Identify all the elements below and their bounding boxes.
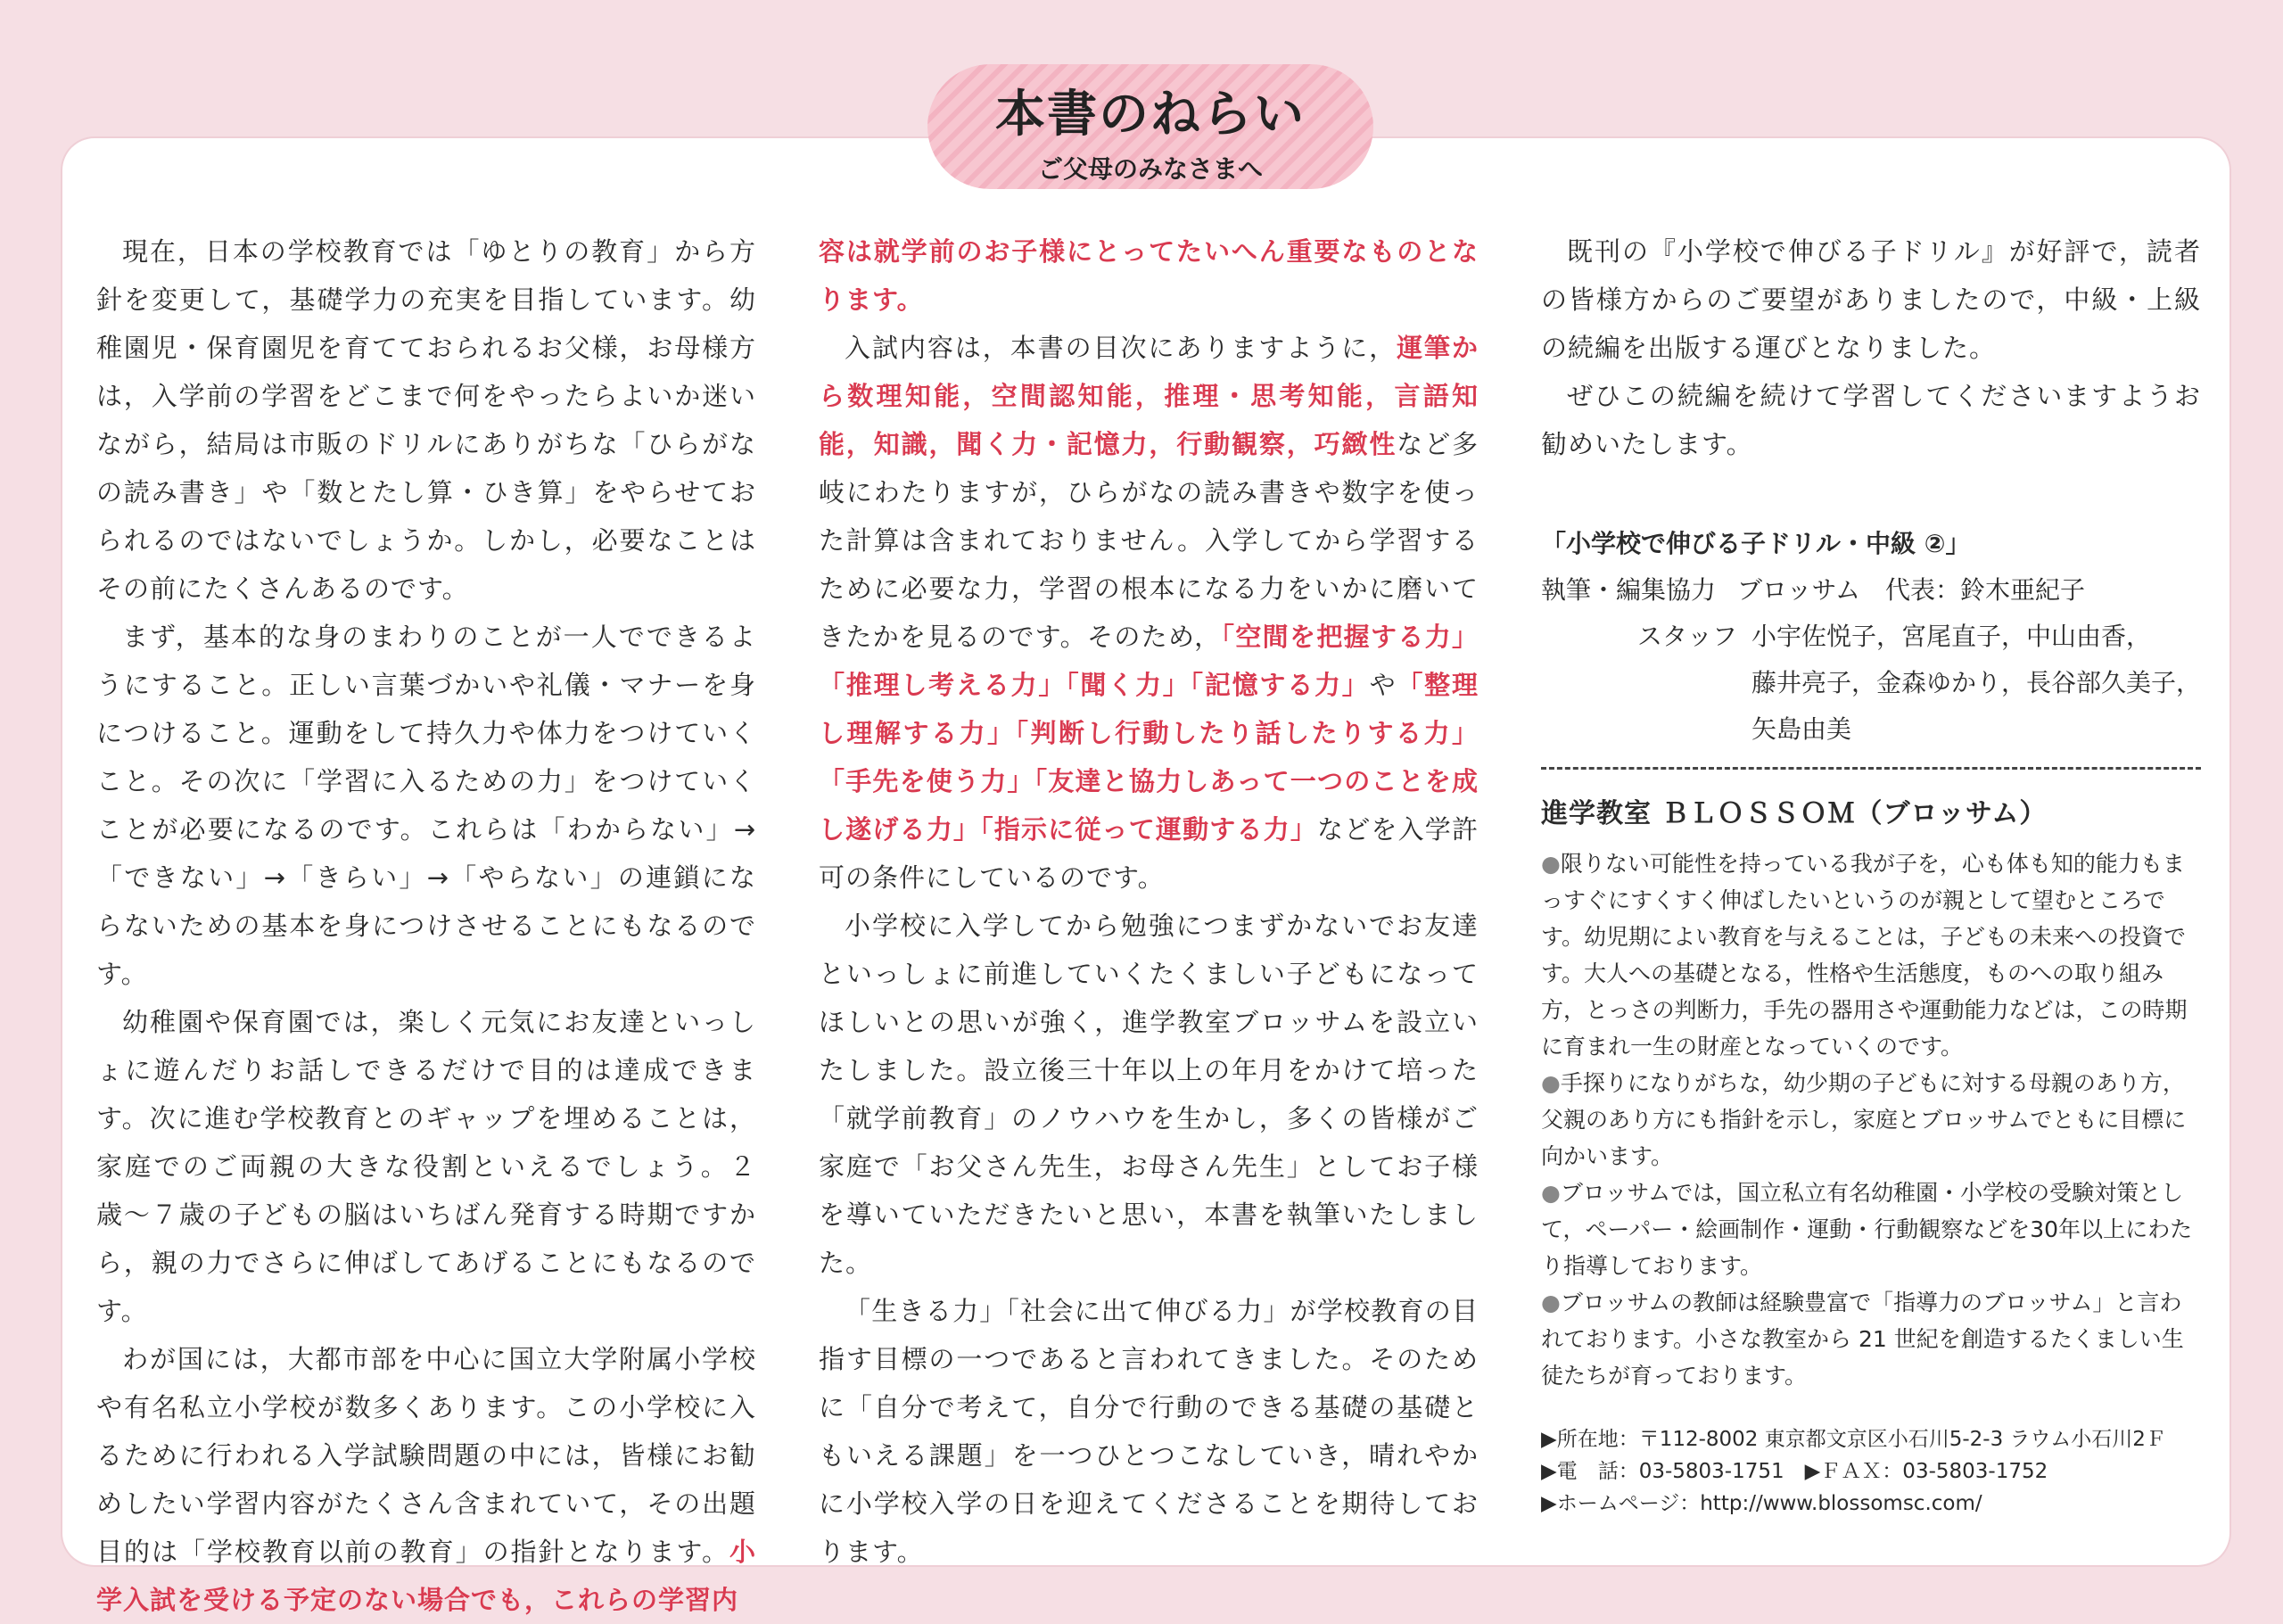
page-subtitle: ご父母のみなさまへ xyxy=(1037,154,1263,184)
bullet-item xyxy=(1541,1175,2201,1284)
highlight-text: 容は就学前のお子様にとってたいへん重要なものとなります。 xyxy=(819,236,1479,315)
highlight-text: 運筆から数理知能，空間認知能，推理・思考知能，言語知能，知識，聞く力・記憶力，行動観察，巧緻性 xyxy=(819,333,1479,459)
body-text: 小学校に入学してから勉強につまずかないでお友達といっしょに前進していくたくましい子どもになってほしいとの思いが強く，進学教室ブロッサムを設立いたしました。設立後三十年以上の年月をかけて培った「就学前教育」のノウハウを生かし，多くの皆様がご家庭で「お父さん先生，お母さん先生」としてお子様を導いていただきたいと思い，本書を執筆いたしました。 xyxy=(819,911,1479,1278)
body-text: わが国には，大都市部を中心に国立大学附属小学校や有名私立小学校が数多くあります。この小学校に入るために行われる入学試験問題の中には，皆様にお勧めしたい学習内容がたくさん含まれていて，その出題目的は「学校教育以前の教育」の指針となります。 xyxy=(96,1344,756,1567)
body-text: ぜひこの続編を続けて学習してくださいますようお勧めいたします。 xyxy=(1541,381,2201,459)
paragraph xyxy=(96,227,756,613)
contact-address: ▶所在地：〒112-8002 東京都文京区小石川5-2-3 ラウム小石川2Ｆ xyxy=(1541,1428,2166,1451)
book-title: 「小学校で伸びる子ドリル・中級 ②」 xyxy=(1541,529,1971,558)
bullet-item xyxy=(1541,1284,2201,1394)
credit-value-editor: ブロッサム 代表：鈴木亜紀子 xyxy=(1737,575,2086,605)
text-column-2 xyxy=(819,227,1479,1576)
bullet-dot-icon: ● xyxy=(1541,851,1561,877)
credit-spacer xyxy=(1541,660,1751,706)
staff-line-1: 小宇佐悦子，宮尾直子，中山由香， xyxy=(1751,622,2152,651)
staff-line-3: 矢島由美 xyxy=(1751,714,1852,744)
body-text: など多岐にわたりますが，ひらがなの読み書きや数字を使った計算は含まれておりません。入学してから学習するために必要な力，学習の根本になる力をいかに磨いてきたかを見るのです。そのため， xyxy=(819,429,1479,652)
bullet-text: 限りない可能性を持っている我が子を，心も体も知的能力もまっすぐにすくすく伸ばしたいというのが親として望むところです。幼児期によい教育を与えることは，子どもの未来への投資です。大人への基礎となる，性格や生活態度，ものへの取り組み方，とっさの判断力，手先の器用さや運動能力などは，この時期に育まれ一生の財産となっていくのです。 xyxy=(1541,851,2188,1059)
body-text: 現在，日本の学校教育では「ゆとりの教育」から方針を変更して，基礎学力の充実を目指しています。幼稚園児・保育園児を育てておられるお父様，お母様方は，入学前の学習をどこまで何をやったらよいか迷いながら，結局は市販のドリルにありがちな「ひらがなの読み書き」や「数とたし算・ひき算」をやらせておられるのではないでしょうか。しかし，必要なことはその前にたくさんあるのです。 xyxy=(96,236,756,604)
highlight-text: 小学入試を受ける予定のない場合でも，これらの学習内 xyxy=(96,1537,756,1615)
paragraph xyxy=(96,998,756,1335)
organization-name: 進学教室 ＢＬＯＳＳＯＭ（ブロッサム） xyxy=(1541,798,2048,829)
paragraph xyxy=(819,324,1479,902)
organization-bullets xyxy=(1541,845,2201,1394)
staff-line-2: 藤井亮子，金森ゆかり，長谷部久美子， xyxy=(1751,668,2202,697)
bullet-dot-icon: ● xyxy=(1541,1290,1561,1315)
highlight-text: 「整理し理解する力」「判断し行動したり話したりする力」「手先を使う力」「友達と協力しあって一つのことを成し遂げる力」「指示に従って運動する力」 xyxy=(819,670,1479,845)
body-text: 「生きる力」「社会に出て伸びる力」が学校教育の目指す目標の一つであると言われてきました。そのために「自分で考えて，自分で行動のできる基礎の基礎ともいえる課題」を一つひとつこなしていき，晴れやかに小学校入学の日を迎えてくださることを期待しております。 xyxy=(819,1296,1479,1567)
text-column-3 xyxy=(1541,227,2201,468)
contact-block xyxy=(1541,1423,2201,1520)
contact-homepage: ▶ホームページ：http://www.blossomsc.com/ xyxy=(1541,1492,1982,1515)
paragraph xyxy=(1541,227,2201,372)
bullet-text: ブロッサムでは，国立私立有名幼稚園・小学校の受験対策として，ペーパー・絵画制作・運動・行動観察などを30年以上にわたり指導しております。 xyxy=(1541,1180,2193,1279)
body-text: 幼稚園や保育園では，楽しく元気にお友達といっしょに遊んだりお話しできるだけで目的は達成できます。次に進む学校教育とのギャップを埋めることは，家庭でのご両親の大きな役割といえるでしょう。２歳〜７歳の子どもの脳はいちばん発育する時期ですから，親の力でさらに伸ばしてあげることにもなるのです。 xyxy=(96,1007,756,1326)
paragraph xyxy=(96,613,756,998)
paragraph xyxy=(1541,372,2201,468)
highlight-text: 「空間を把握する力」「推理し考える力」「聞く力」「記憶する力」 xyxy=(819,622,1479,700)
paragraph xyxy=(96,1335,756,1624)
bullet-dot-icon: ● xyxy=(1541,1070,1561,1096)
body-text: 入試内容は，本書の目次にありますように， xyxy=(845,333,1397,363)
bullet-item xyxy=(1541,845,2201,1065)
credits-block xyxy=(1541,567,2201,753)
credit-label-editor: 執筆・編集協力 xyxy=(1541,575,1717,605)
dashed-divider xyxy=(1541,767,2201,770)
bullet-text: ブロッサムの教師は経験豊富で「指導力のブロッサム」と言われております。小さな教室から 21 世紀を創造するたくましい生徒たちが育っております。 xyxy=(1541,1290,2184,1389)
paragraph xyxy=(819,1287,1479,1576)
paragraph xyxy=(819,902,1479,1287)
title-tab xyxy=(927,64,1373,189)
paragraph xyxy=(819,227,1479,324)
bullet-item xyxy=(1541,1065,2201,1175)
body-text: などを入学許可の条件にしているのです。 xyxy=(819,814,1479,893)
page-title: 本書のねらい xyxy=(995,86,1306,144)
credit-label-staff: スタッフ xyxy=(1636,622,1737,651)
bullet-text: 手探りになりがちな，幼少期の子どもに対する母親のあり方，父親のあり方にも指針を示し，家庭とブロッサムでともに目標に向かいます。 xyxy=(1541,1070,2187,1169)
text-column-1 xyxy=(96,227,756,1624)
body-text: 既刊の『小学校で伸びる子ドリル』が好評で，読者の皆様方からのご要望がありましたので，中級・上級の続編を出版する運びとなりました。 xyxy=(1541,236,2201,363)
contact-phone-fax: ▶電 話：03-5803-1751 ▶ＦＡＸ：03-5803-1752 xyxy=(1541,1460,2048,1483)
body-text: や xyxy=(1369,670,1397,700)
credit-spacer xyxy=(1541,706,1751,753)
bullet-dot-icon: ● xyxy=(1541,1180,1561,1206)
body-text: まず，基本的な身のまわりのことが一人でできるようにすること。正しい言葉づかいや礼儀・マナーを身につけること。運動をして持久力や体力をつけていくこと。その次に「学習に入るための力」をつけていくことが必要になるのです。これらは「わからない」→「できない」→「きらい」→「やらない」の連鎖にならないための基本を身につけさせることにもなるのです。 xyxy=(96,622,756,989)
